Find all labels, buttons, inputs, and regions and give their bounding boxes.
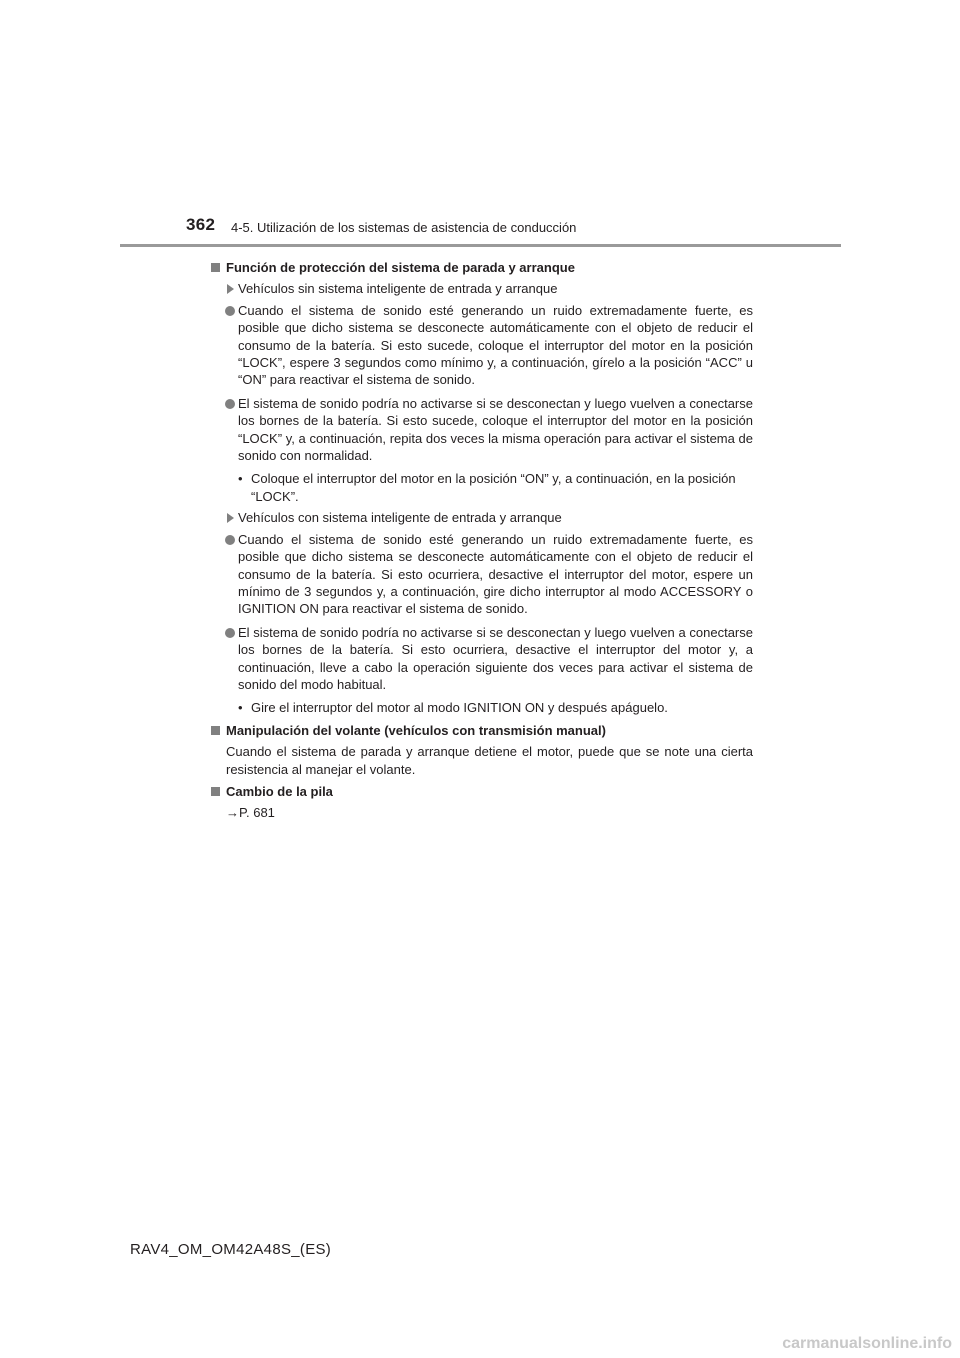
paragraph bbox=[211, 302, 753, 389]
paragraph bbox=[211, 624, 753, 694]
header-rule bbox=[120, 244, 841, 247]
list-item bbox=[211, 470, 753, 505]
list-item-text: Gire el interruptor del motor al modo IGNITION ON y después apáguelo. bbox=[251, 700, 668, 716]
heading-steering bbox=[211, 722, 753, 739]
heading-text: Cambio de la pila bbox=[226, 783, 333, 799]
paragraph bbox=[211, 395, 753, 465]
watermark: carmanualsonline.info bbox=[782, 1335, 952, 1352]
circle-bullet-icon bbox=[225, 306, 235, 316]
list-item-text: Coloque el interruptor del motor en la posición “ON” y, a continuación, en la posición “LOCK”. bbox=[251, 471, 736, 504]
content bbox=[211, 254, 753, 822]
page-reference-link[interactable]: →P. 681 bbox=[226, 805, 275, 821]
footer-code: RAV4_OM_OM42A48S_(ES) bbox=[130, 1241, 332, 1258]
paragraph-text: Cuando el sistema de sonido esté generando un ruido extremadamente fuerte, es posible que dicho sistema se desconecte automáticamente con el objeto de reducir el consumo de la batería. Si esto ocurriera, desactive el interruptor del motor, espere un mínimo de 3 segundos y, a continuación, gire dicho interruptor al modo ACCESSORY o IGNITION ON para reactivar el sistema de sonido. bbox=[238, 531, 753, 617]
subheading-text: Vehículos sin sistema inteligente de entrada y arranque bbox=[238, 281, 558, 297]
heading-battery bbox=[211, 783, 753, 800]
paragraph-plain: Cuando el sistema de parada y arranque detiene el motor, puede que se note una cierta resistencia al manejar el volante. bbox=[226, 744, 753, 777]
subheading-with-smart-key bbox=[211, 509, 753, 526]
paragraph-text: El sistema de sonido podría no activarse si se desconectan y luego vuelven a conectarse los bornes de la batería. Si esto ocurriera, desactive el interruptor del motor y, a continuación, lleve a cabo la operación siguiente dos veces para activar el sistema de sonido del modo habitual. bbox=[238, 624, 753, 692]
triangle-icon bbox=[227, 513, 234, 523]
list-item bbox=[211, 699, 753, 716]
square-bullet-icon bbox=[211, 263, 220, 272]
page-number: 362 bbox=[186, 215, 216, 234]
heading-text: Función de protección del sistema de parada y arranque bbox=[226, 260, 575, 275]
circle-bullet-icon bbox=[225, 535, 235, 545]
heading-text: Manipulación del volante (vehículos con transmisión manual) bbox=[226, 722, 606, 738]
bullet-icon: • bbox=[238, 471, 243, 487]
section-title: 4-5. Utilización de los sistemas de asistencia de conducción bbox=[231, 220, 577, 235]
subheading-text: Vehículos con sistema inteligente de entrada y arranque bbox=[238, 510, 562, 526]
bullet-icon: • bbox=[238, 700, 243, 716]
paragraph-text: Cuando el sistema de sonido esté generando un ruido extremadamente fuerte, es posible que dicho sistema se desconecte automáticamente con el objeto de reducir el consumo de la batería. Si esto sucede, coloque el interruptor del motor en la posición “LOCK”, espere 3 segundos como mínimo y, a continuación, gírelo a la posición “ACC” u “ON” para reactivar el sistema de sonido. bbox=[238, 302, 753, 388]
square-bullet-icon bbox=[211, 726, 220, 735]
square-bullet-icon bbox=[211, 787, 220, 796]
circle-bullet-icon bbox=[225, 399, 235, 409]
circle-bullet-icon bbox=[225, 628, 235, 638]
heading-protection bbox=[211, 259, 753, 276]
paragraph-text: El sistema de sonido podría no activarse si se desconectan y luego vuelven a conectarse los bornes de la batería. Si esto sucede, coloque el interruptor del motor en la posición “LOCK” y, a continuación, repita dos veces la misma operación para activar el sistema de sonido con normalidad. bbox=[238, 395, 753, 464]
triangle-icon bbox=[227, 284, 234, 294]
subheading-without-smart-key bbox=[211, 280, 753, 297]
paragraph bbox=[211, 531, 753, 618]
